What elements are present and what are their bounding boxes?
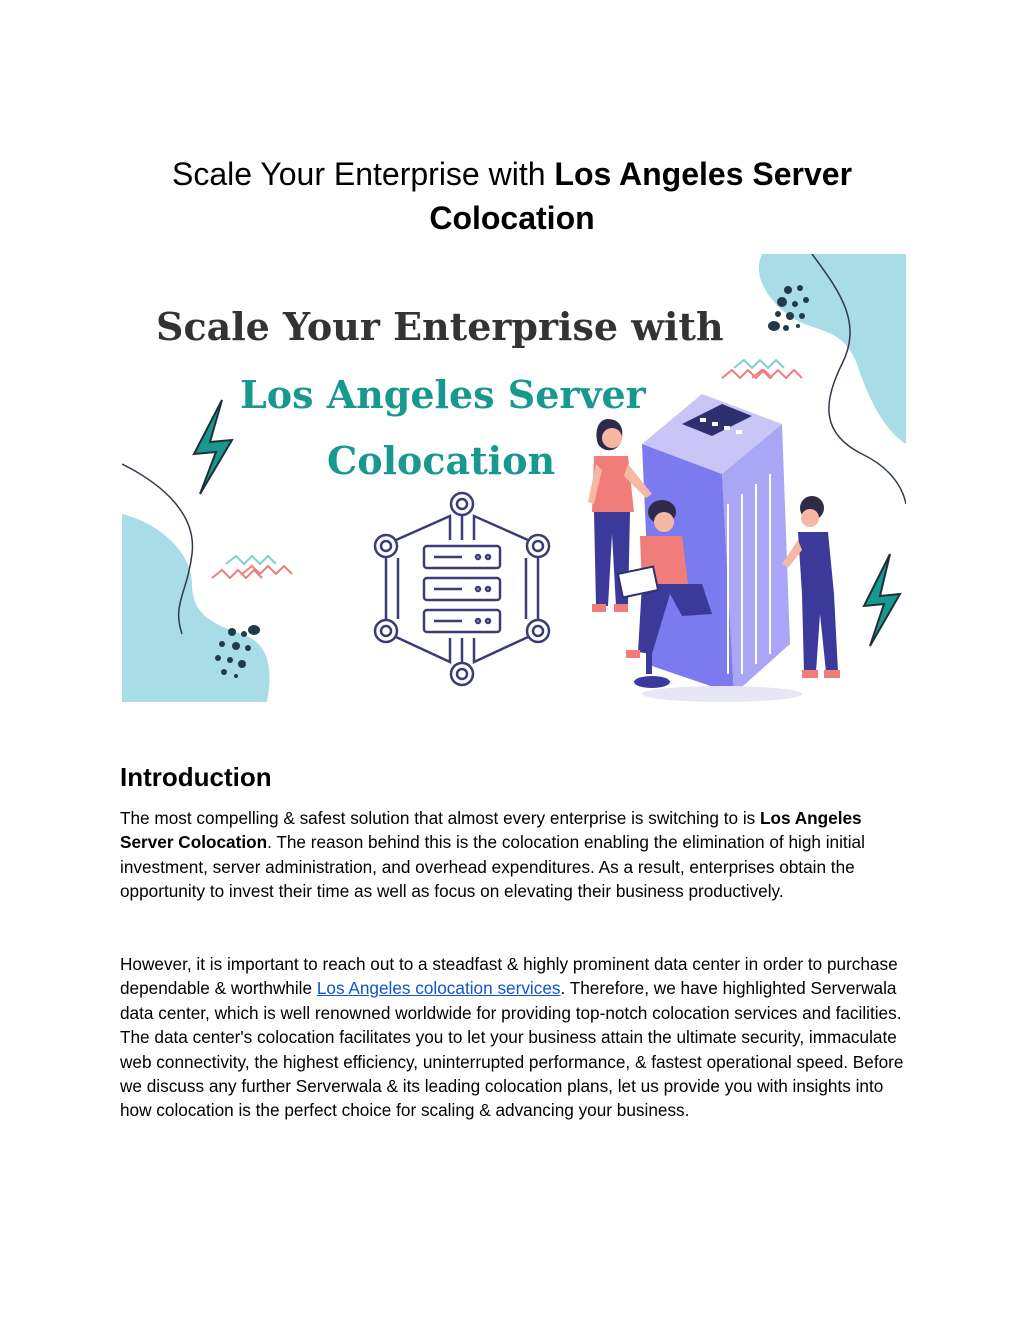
hero-image (122, 254, 906, 702)
intro-paragraph-1 (120, 806, 906, 904)
lightning-icon (194, 400, 232, 494)
p2-text-2: . Therefore, we have highlighted Serverwala data center, which is well renowned worldwide for providing top-notch colocation services and facilities. The data center's colocation facilitates you to let your business attain the ultimate security, immaculate web connectivity, the highest efficiency, uninterrupted performance, & fastest operational speed. Before we discuss any further Serverwala & its leading colocation plans, let us provide you with insights into how colocation is the perfect choice for scaling & advancing your business. (120, 978, 904, 1121)
title-bold: Los Angeles Server Colocation (429, 156, 853, 236)
p2-text-1: However, it is important to reach out to a steadfast & highly prominent data center in order to purchase dependable & worthwhile (120, 954, 898, 999)
section-heading: Introduction (120, 762, 272, 792)
lightning-icon (864, 554, 900, 646)
p1-bold: Los Angeles Server Colocation (120, 808, 862, 853)
network-diagram-icon (375, 493, 549, 685)
page-title (120, 152, 904, 240)
title-regular: Scale Your Enterprise with (171, 156, 555, 192)
colocation-services-link[interactable]: Los Angeles colocation services (316, 978, 561, 999)
hero-line-2: Los Angeles Server (240, 372, 646, 417)
hero-line-1: Scale Your Enterprise with (156, 304, 724, 349)
p1-text-2: . The reason behind this is the colocation enabling the elimination of high initial investment, server administration, and overhead expenditures. As a result, enterprises obtain the opportunity to invest their time as well as focus on elevating their business productively. (120, 832, 865, 902)
intro-paragraph-2 (120, 952, 906, 1123)
hero-line-3: Colocation (327, 438, 556, 483)
person-man-illustration (782, 496, 840, 678)
p1-text-1: The most compelling & safest solution that almost every enterprise is switching to is (120, 808, 761, 828)
decor-blob-bottom-left (122, 514, 269, 702)
